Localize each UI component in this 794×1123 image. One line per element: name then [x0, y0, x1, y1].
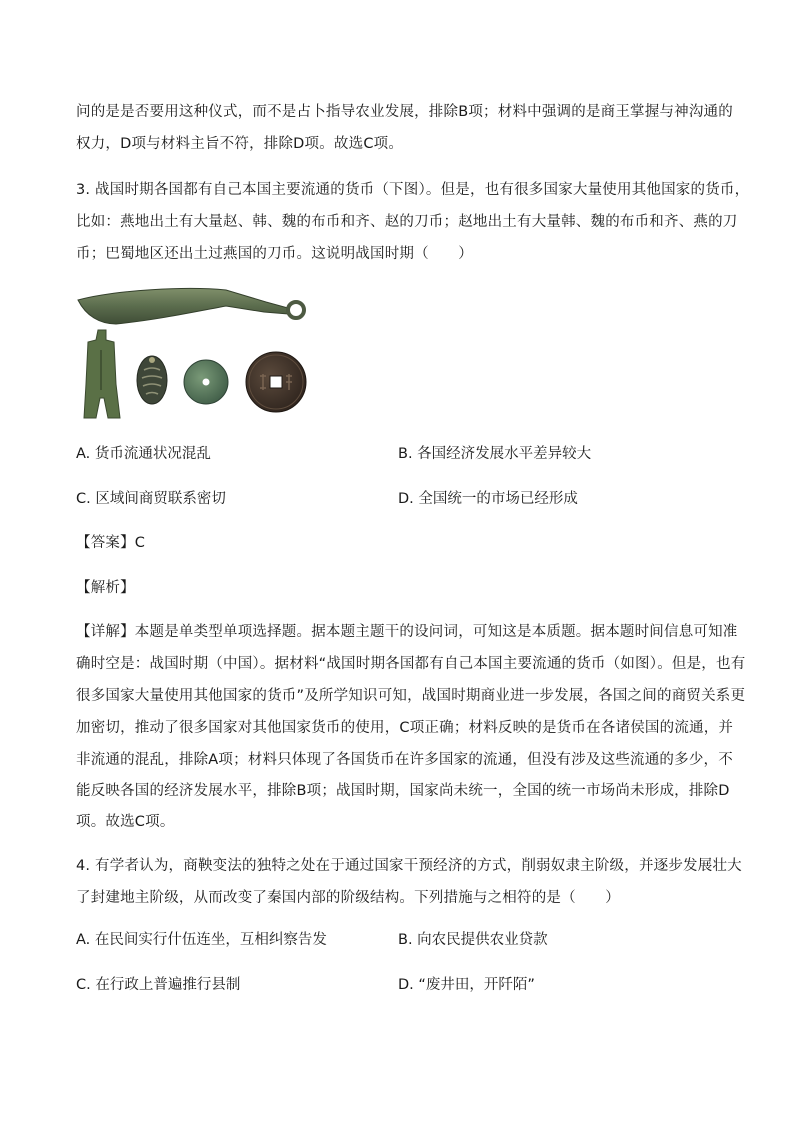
q3-stem-line-3: 币；巴蜀地区还出土过燕国的刀币。这说明战国时期（ ）: [76, 246, 473, 262]
q3-stem-line-2: 比如：燕地出土有大量赵、韩、魏的布币和齐、赵的刀币；赵地出土有大量韩、魏的布币和齐、燕的刀: [76, 214, 738, 230]
q4-stem-line-1: 4. 有学者认为，商鞅变法的独特之处在于通过国家干预经济的方式，削弱奴隶主阶级，并逐步发展壮大: [76, 858, 742, 874]
intro-line-1: 问的是是否要用这种仪式，而不是占卜指导农业发展，排除B项；材料中强调的是商王掌握与神沟通的: [76, 104, 733, 120]
q3-option-a[interactable]: A. 货币流通状况混乱: [76, 446, 211, 462]
q3-answer: 【答案】C: [76, 535, 146, 551]
q4-option-d[interactable]: D. “废井田，开阡陌”: [398, 977, 535, 993]
q3-detail-line-3: 很多国家大量使用其他国家的货币”及所学知识可知，战国时期商业进一步发展，各国之间的商贸关系更: [76, 688, 746, 704]
q3-detail-line-7: 项。故选C项。: [76, 814, 175, 830]
knife-coin-icon: [78, 288, 304, 324]
q3-detail-line-5: 非流通的混乱，排除A项；材料只体现了各国货币在许多国家的流通，但没有涉及这些流通的多少，不: [76, 752, 733, 768]
spade-coin-icon: [84, 330, 120, 418]
q4-stem-line-2: 了封建地主阶级，从而改变了秦国内部的阶级结构。下列措施与之相符的是（ ）: [76, 890, 620, 906]
q3-option-c[interactable]: C. 区域间商贸联系密切: [76, 491, 226, 507]
q3-detail-line-6: 能反映各国的经济发展水平，排除B项；战国时期，国家尚未统一，全国的统一市场尚未形成，排除D: [76, 783, 730, 799]
q4-option-a[interactable]: A. 在民间实行什伍连坐，互相纠察告发: [76, 932, 327, 948]
q3-option-d[interactable]: D. 全国统一的市场已经形成: [398, 491, 578, 507]
q3-option-b[interactable]: B. 各国经济发展水平差异较大: [398, 446, 592, 462]
q3-detail-line-4: 加密切，推动了很多国家对其他国家货币的使用，C项正确；材料反映的是货币在各诸侯国的流通，并: [76, 720, 734, 736]
square-hole-coin-icon: [246, 352, 306, 412]
q3-stem-line-1: 3. 战国时期各国都有自己本国主要流通的货币（下图）。但是，也有很多国家大量使用其他国家的货币，: [76, 182, 750, 198]
round-coin-icon: [184, 360, 228, 404]
warring-states-coins-figure: [76, 286, 316, 420]
q3-analysis-label: 【解析】: [76, 580, 135, 596]
q3-detail-line-1: 【详解】本题是单类型单项选择题。据本题主题干的设问词，可知这是本质题。据本题时间信息可知准: [76, 624, 738, 640]
q4-option-b[interactable]: B. 向农民提供农业贷款: [398, 932, 548, 948]
q4-option-c[interactable]: C. 在行政上普遍推行县制: [76, 977, 241, 993]
intro-line-2: 权力，D项与材料主旨不符，排除D项。故选C项。: [76, 136, 404, 152]
q3-detail-line-2: 确时空是：战国时期（中国）。据材料“战国时期各国都有自己本国主要流通的货币（如图）。但是，也有: [76, 656, 746, 672]
ant-nose-coin-icon: [137, 356, 167, 404]
